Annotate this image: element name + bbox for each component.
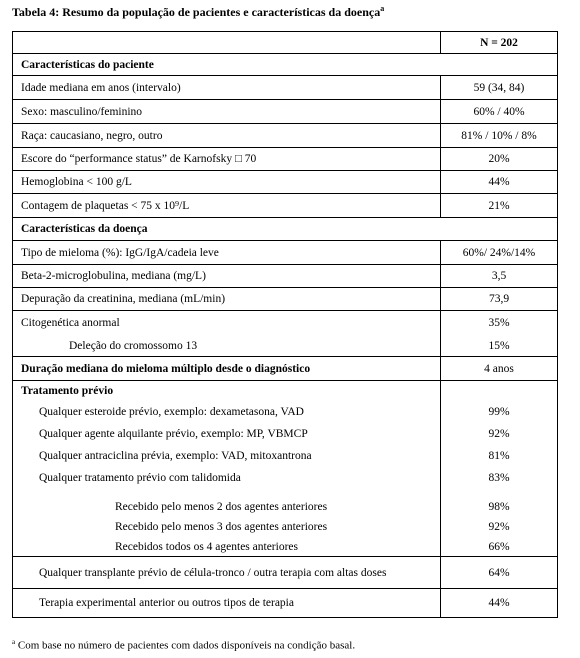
duration-label: Duração mediana do mieloma múltiplo desde o diagnóstico (13, 357, 441, 380)
section-prior-label: Tratamento prévio (21, 385, 114, 397)
list-item-label: Qualquer tratamento prévio com talidomida (39, 472, 241, 484)
row-label: Tipo de mieloma (%): IgG/IgA/cadeia leve (13, 241, 441, 264)
disease-rows (12, 241, 558, 311)
table-row (12, 124, 558, 148)
list-item-label: Qualquer esteroide prévio, exemplo: dexametasona, VAD (39, 406, 304, 418)
n-header: N = 202 (480, 36, 518, 49)
row-value: 3,5 (491, 270, 507, 282)
section-row-disease (12, 218, 558, 241)
row-label: Depuração da creatinina, mediana (mL/min) (13, 288, 441, 310)
table-row (12, 171, 558, 194)
list-item-value: 83% (488, 472, 510, 484)
cytogenetics-values (441, 311, 557, 356)
table-title-text: Tabela 4: Resumo da população de pacientes e características da doença (12, 5, 381, 19)
table-title (12, 4, 384, 20)
table-row (12, 100, 558, 124)
row-label: Sexo: masculino/feminino (13, 100, 441, 123)
cytogenetics-sub-label: Deleção do cromossomo 13 (69, 339, 198, 352)
prior-treatment-block (12, 381, 558, 557)
list-item-value: 81% (488, 450, 510, 462)
row-value: 44% (488, 176, 510, 188)
table-row (12, 76, 558, 100)
row-value: 59 (34, 84) (473, 81, 525, 94)
list-item-value: 92% (488, 521, 510, 533)
patient-rows (12, 76, 558, 218)
table-row (12, 241, 558, 265)
section-row-patient (12, 54, 558, 76)
combo-label-list (13, 497, 440, 557)
list-item-value: 92% (488, 428, 510, 440)
table-row (12, 288, 558, 311)
section-patient-label: Características do paciente (21, 58, 154, 71)
list-item-label: Recebido pelo menos 2 dos agentes anteriores (115, 501, 328, 513)
list-item-value: 98% (488, 501, 510, 513)
transplant-value: 64% (488, 566, 510, 579)
row-value: 21% (488, 199, 510, 212)
row-label: Beta-2-microglobulina, mediana (mg/L) (13, 265, 441, 287)
cytogenetics-label: Citogenética anormal (21, 316, 120, 329)
table-row (12, 148, 558, 171)
list-item-label: Qualquer antraciclina prévia, exemplo: VAD, mitoxantrona (39, 450, 312, 462)
section-disease-label: Características da doença (21, 223, 148, 235)
summary-table (12, 31, 558, 618)
row-value: 60% / 40% (473, 105, 525, 118)
footnote (12, 638, 355, 652)
row-value: 73,9 (488, 293, 510, 305)
duration-row (12, 357, 558, 381)
footnote-text: Com base no número de pacientes com dados disponíveis na condição basal. (17, 639, 356, 652)
row-label: Contagem de plaquetas < 75 x 10⁹/L (13, 194, 441, 217)
experimental-value: 44% (488, 597, 510, 609)
cytogenetics-block (12, 311, 558, 357)
prior-label-list (13, 401, 440, 489)
cytogenetics-sub-value: 15% (488, 339, 510, 352)
row-value: 20% (488, 153, 510, 165)
list-item-label: Qualquer agente alquilante prévio, exemplo: MP, VBMCP (39, 428, 308, 440)
prior-value-list (441, 401, 557, 489)
cytogenetics-value: 35% (488, 316, 510, 329)
prior-treatment-labels (13, 381, 441, 556)
cytogenetics-labels (13, 311, 441, 356)
transplant-label: Qualquer transplante prévio de célula-tronco / outra terapia com altas doses (13, 557, 441, 588)
header-row (12, 31, 558, 54)
prior-treatment-values (441, 381, 557, 556)
experimental-label: Terapia experimental anterior ou outros tipos de terapia (13, 589, 441, 617)
row-label: Hemoglobina < 100 g/L (13, 171, 441, 193)
title-footnote-mark: a (380, 4, 385, 13)
transplant-row (12, 557, 558, 589)
experimental-row (12, 589, 558, 618)
list-item-label: Recebidos todos os 4 agentes anteriores (115, 541, 298, 553)
row-value: 81% / 10% / 8% (461, 129, 537, 142)
row-value: 60%/ 24%/14% (462, 246, 536, 259)
row-label: Idade mediana em anos (intervalo) (13, 76, 441, 99)
row-label: Raça: caucasiano, negro, outro (13, 124, 441, 147)
table-row (12, 194, 558, 218)
list-item-label: Recebido pelo menos 3 dos agentes anteriores (115, 521, 328, 533)
footnote-mark: a (12, 638, 16, 646)
list-item-value: 99% (488, 406, 510, 418)
list-item-value: 66% (488, 541, 510, 553)
row-label: Escore do “performance status” de Karnofsky □ 70 (13, 148, 441, 170)
duration-value: 4 anos (484, 362, 514, 375)
combo-value-list (441, 497, 557, 557)
header-empty-cell (13, 32, 441, 53)
table-row (12, 265, 558, 288)
